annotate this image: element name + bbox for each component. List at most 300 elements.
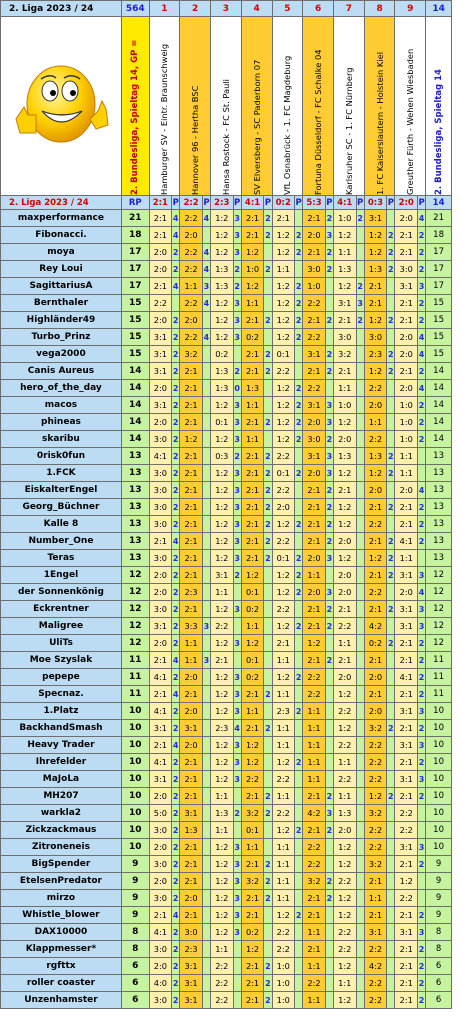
tip-cell: 2:1 xyxy=(180,771,203,788)
player-name: Zickzackmaus xyxy=(1,822,122,839)
tip-points xyxy=(356,584,364,601)
tip-points xyxy=(202,856,210,873)
tip-cell: 1:2 xyxy=(272,295,295,312)
tip-cell: 2:2 xyxy=(303,839,326,856)
tip-cell: 1:3 xyxy=(364,448,387,465)
tip-cell: 2:1 xyxy=(241,975,264,992)
tip-points: 2 xyxy=(387,244,395,261)
tip-cell: 0:2 xyxy=(211,346,234,363)
tip-cell: 2:0 xyxy=(149,380,172,397)
tip-points: 2 xyxy=(172,839,180,856)
tip-points xyxy=(264,431,272,448)
tip-cell: 2:2 xyxy=(333,618,356,635)
tip-points: 2 xyxy=(172,822,180,839)
round-points: 12 xyxy=(121,567,149,584)
tip-points xyxy=(387,992,395,1009)
tip-points: 4 xyxy=(172,227,180,244)
tip-cell: 1:3 xyxy=(180,822,203,839)
tip-cell: 2:2 xyxy=(180,210,203,227)
tip-points xyxy=(417,465,425,482)
tip-points xyxy=(264,278,272,295)
tip-points xyxy=(356,737,364,754)
tip-points xyxy=(387,805,395,822)
tip-cell: 2:1 xyxy=(395,244,418,261)
tip-cell: 2:2 xyxy=(180,244,203,261)
player-name: 1Engel xyxy=(1,567,122,584)
tip-cell: 2:1 xyxy=(241,856,264,873)
total-points-cell: 14 xyxy=(426,363,452,380)
tip-points xyxy=(325,856,333,873)
tip-cell: 2:2 xyxy=(272,805,295,822)
tip-points: 2 xyxy=(325,210,333,227)
tip-points: 2 xyxy=(325,618,333,635)
tip-cell: 2:1 xyxy=(241,550,264,567)
player-name: MH207 xyxy=(1,788,122,805)
round-points: 10 xyxy=(121,737,149,754)
tip-points xyxy=(325,771,333,788)
tip-cell: 1:2 xyxy=(211,873,234,890)
tip-cell: 1:2 xyxy=(211,227,234,244)
tip-cell: 4:1 xyxy=(149,703,172,720)
points-header: P xyxy=(172,197,179,208)
tip-cell: 2:2 xyxy=(364,975,387,992)
tip-cell: 2:2 xyxy=(180,329,203,346)
total-points-cell: 14 xyxy=(426,380,452,397)
tip-points: 2 xyxy=(264,992,272,1009)
round-points: 11 xyxy=(121,669,149,686)
round-points: 13 xyxy=(121,516,149,533)
tip-cell: 2:1 xyxy=(395,941,418,958)
tip-points: 2 xyxy=(172,856,180,873)
tip-points: 3 xyxy=(233,856,241,873)
tip-points xyxy=(356,907,364,924)
player-name: EiskalterEngel xyxy=(1,482,122,499)
tip-points xyxy=(202,958,210,975)
tip-points: 2 xyxy=(387,363,395,380)
player-name: der Sonnenkönig xyxy=(1,584,122,601)
tip-points xyxy=(202,669,210,686)
tip-cell: 3:1 xyxy=(149,363,172,380)
match-number: 2 xyxy=(180,1,211,17)
table-row xyxy=(1,601,452,618)
tip-points xyxy=(264,822,272,839)
tip-points: 2 xyxy=(172,669,180,686)
tip-cell: 1:2 xyxy=(211,907,234,924)
tip-cell: 1:2 xyxy=(241,737,264,754)
tip-points xyxy=(325,567,333,584)
tip-points xyxy=(233,346,241,363)
match-number: 8 xyxy=(364,1,395,17)
tip-cell: 1:2 xyxy=(241,278,264,295)
tip-cell: 2:0 xyxy=(149,567,172,584)
tip-points: 3 xyxy=(417,737,425,754)
table-row xyxy=(1,414,452,431)
tip-cell: 2:2 xyxy=(149,295,172,312)
tip-cell: 1:1 xyxy=(303,992,326,1009)
tip-cell: 2:0 xyxy=(149,312,172,329)
tip-points xyxy=(295,210,303,227)
tip-cell: 3:0 xyxy=(333,329,356,346)
tip-points: 2 xyxy=(356,210,364,227)
total-points-cell: 11 xyxy=(426,652,452,669)
tip-cell: 2:2 xyxy=(333,924,356,941)
tip-cell: 2:2 xyxy=(364,992,387,1009)
tip-cell: 1:1 xyxy=(395,550,418,567)
tip-cell: 1:2 xyxy=(333,839,356,856)
tip-points: 2 xyxy=(417,295,425,312)
tip-cell: 4:2 xyxy=(303,805,326,822)
tip-cell: 2:1 xyxy=(180,533,203,550)
player-rows xyxy=(1,210,452,1009)
tip-points xyxy=(202,516,210,533)
tip-points: 3 xyxy=(325,465,333,482)
tip-cell: 2:1 xyxy=(180,448,203,465)
round-points: 10 xyxy=(121,771,149,788)
tip-cell: 1:1 xyxy=(333,788,356,805)
tip-points xyxy=(387,975,395,992)
tip-cell: 0:1 xyxy=(241,822,264,839)
tip-points xyxy=(387,754,395,771)
total-points-cell: 13 xyxy=(426,482,452,499)
tip-points xyxy=(264,754,272,771)
tip-cell: 2:1 xyxy=(180,754,203,771)
tip-points xyxy=(387,516,395,533)
tip-cell: 1:1 xyxy=(180,635,203,652)
total-points-cell: 11 xyxy=(426,669,452,686)
tip-points: 2 xyxy=(387,261,395,278)
tip-points xyxy=(202,601,210,618)
tip-cell: 2:1 xyxy=(303,363,326,380)
tip-cell: 3:1 xyxy=(149,329,172,346)
tip-points xyxy=(356,873,364,890)
tip-cell: 1:1 xyxy=(180,278,203,295)
tip-cell: 3:1 xyxy=(395,278,418,295)
tip-points xyxy=(356,448,364,465)
tip-points xyxy=(325,754,333,771)
tip-points: 2 xyxy=(233,261,241,278)
tip-cell: 3:0 xyxy=(303,431,326,448)
tip-points: 3 xyxy=(233,499,241,516)
tip-cell: 1:2 xyxy=(211,550,234,567)
tip-cell: 1:2 xyxy=(272,380,295,397)
tip-points xyxy=(264,584,272,601)
tip-points: 2 xyxy=(417,941,425,958)
tip-cell: 3:0 xyxy=(149,941,172,958)
tip-cell: 2:0 xyxy=(149,414,172,431)
tip-cell: 2:1 xyxy=(303,533,326,550)
tip-cell: 1:1 xyxy=(333,380,356,397)
tip-points: 2 xyxy=(295,465,303,482)
tip-cell: 3:2 xyxy=(333,346,356,363)
tip-cell: 3:1 xyxy=(303,346,326,363)
tip-points xyxy=(387,278,395,295)
tip-points xyxy=(264,652,272,669)
tip-points xyxy=(202,499,210,516)
tip-points xyxy=(387,482,395,499)
tip-points xyxy=(325,686,333,703)
tip-cell: 2:0 xyxy=(333,533,356,550)
tip-cell: 3:0 xyxy=(180,924,203,941)
tip-cell: 2:1 xyxy=(180,465,203,482)
tip-points: 2 xyxy=(387,533,395,550)
tip-points xyxy=(325,839,333,856)
tip-cell: 3:1 xyxy=(395,924,418,941)
tip-cell: 3:1 xyxy=(395,567,418,584)
tip-cell: 4:1 xyxy=(149,924,172,941)
tip-points xyxy=(295,856,303,873)
tip-cell: 2:1 xyxy=(149,737,172,754)
tip-cell: 1:1 xyxy=(241,703,264,720)
tip-points xyxy=(356,890,364,907)
tip-points xyxy=(356,533,364,550)
round-points: 13 xyxy=(121,499,149,516)
tip-cell: 1:1 xyxy=(303,720,326,737)
team-pairing xyxy=(211,17,242,196)
total-points: 564 xyxy=(121,1,149,17)
tip-cell: 1:1 xyxy=(272,839,295,856)
tip-cell: 3:3 xyxy=(180,618,203,635)
tip-points xyxy=(295,635,303,652)
tip-cell: 2:1 xyxy=(241,788,264,805)
tip-cell: 2:0 xyxy=(333,669,356,686)
tip-points xyxy=(325,669,333,686)
tip-cell: 2:3 xyxy=(180,941,203,958)
tip-points: 2 xyxy=(172,924,180,941)
tip-points xyxy=(264,329,272,346)
tip-cell: 3:2 xyxy=(364,805,387,822)
round-points: 14 xyxy=(121,380,149,397)
tip-cell: 2:0 xyxy=(333,567,356,584)
tip-cell: 2:1 xyxy=(303,516,326,533)
player-name: Georg_Büchner xyxy=(1,499,122,516)
total-points-cell: 13 xyxy=(426,516,452,533)
tip-points: 3 xyxy=(233,550,241,567)
tip-points xyxy=(264,380,272,397)
tip-points: 2 xyxy=(387,312,395,329)
tip-points xyxy=(264,924,272,941)
team-pairing xyxy=(241,17,272,196)
round-points: 15 xyxy=(121,329,149,346)
player-name: Unzenhamster xyxy=(1,992,122,1009)
tip-points: 3 xyxy=(233,397,241,414)
tip-cell: 2:0 xyxy=(149,873,172,890)
tip-cell: 1:1 xyxy=(241,839,264,856)
tip-points: 2 xyxy=(172,958,180,975)
match-number: 9 xyxy=(395,1,426,17)
tip-points xyxy=(387,295,395,312)
tip-points: 2 xyxy=(172,499,180,516)
tip-points: 3 xyxy=(233,244,241,261)
tip-cell: 1:2 xyxy=(241,244,264,261)
tip-cell: 2:3 xyxy=(211,720,234,737)
tip-points: 2 xyxy=(295,278,303,295)
tip-cell: 2:2 xyxy=(364,822,387,839)
tip-points: 2 xyxy=(172,635,180,652)
player-name: Whistle_blower xyxy=(1,907,122,924)
match-result: 5:3 xyxy=(303,196,326,210)
tip-cell: 2:0 xyxy=(149,839,172,856)
tip-points: 2 xyxy=(417,312,425,329)
tip-points xyxy=(202,873,210,890)
tip-points: 2 xyxy=(264,227,272,244)
tip-points xyxy=(295,261,303,278)
tip-cell: 2:1 xyxy=(395,958,418,975)
tip-cell: 2:0 xyxy=(303,465,326,482)
tip-points: 2 xyxy=(325,346,333,363)
player-name: Highländer49 xyxy=(1,312,122,329)
tip-cell: 2:0 xyxy=(180,890,203,907)
tip-points: 3 xyxy=(233,635,241,652)
table-row xyxy=(1,499,452,516)
points-header: P xyxy=(387,197,394,208)
total-points-cell: 15 xyxy=(426,312,452,329)
tip-cell: 1:3 xyxy=(364,261,387,278)
tip-points: 3 xyxy=(233,227,241,244)
tip-cell: 2:0 xyxy=(364,397,387,414)
tip-cell: 1:1 xyxy=(241,295,264,312)
gameday-label-cell xyxy=(426,17,452,196)
tip-points: 2 xyxy=(233,805,241,822)
tip-points xyxy=(233,975,241,992)
tip-cell: 2:1 xyxy=(149,652,172,669)
tip-points: 2 xyxy=(233,363,241,380)
tip-points xyxy=(356,346,364,363)
total-points-cell: 12 xyxy=(426,601,452,618)
total-points-cell: 11 xyxy=(426,686,452,703)
tip-cell: 2:1 xyxy=(303,601,326,618)
points-header: P xyxy=(295,197,302,208)
tip-points: 2 xyxy=(295,329,303,346)
total-points-cell: 15 xyxy=(426,329,452,346)
tip-points: 3 xyxy=(325,227,333,244)
tip-cell: 1:2 xyxy=(241,754,264,771)
tip-cell: 2:2 xyxy=(241,771,264,788)
tip-cell: 1:2 xyxy=(333,414,356,431)
match-result: 0:3 xyxy=(364,196,387,210)
total-points-cell: 15 xyxy=(426,346,452,363)
tip-cell: 3:1 xyxy=(364,210,387,227)
tip-points: 2 xyxy=(325,363,333,380)
match-number: 5 xyxy=(272,1,303,17)
tip-cell: 3:0 xyxy=(149,499,172,516)
tip-cell: 1:2 xyxy=(211,312,234,329)
tip-points: 2 xyxy=(325,788,333,805)
tip-cell: 1:2 xyxy=(272,516,295,533)
tip-points: 2 xyxy=(295,669,303,686)
points-header: P xyxy=(234,197,241,208)
tip-cell: 2:0 xyxy=(149,584,172,601)
tip-points: 3 xyxy=(233,329,241,346)
tip-cell: 2:1 xyxy=(180,567,203,584)
tip-points xyxy=(387,839,395,856)
player-name: Klappmesser* xyxy=(1,941,122,958)
table-row xyxy=(1,448,452,465)
tip-points: 3 xyxy=(325,414,333,431)
table-row xyxy=(1,210,452,227)
tip-cell: 1:2 xyxy=(211,295,234,312)
tip-points: 2 xyxy=(325,499,333,516)
tip-cell: 0:1 xyxy=(272,346,295,363)
player-name: Specnaz. xyxy=(1,686,122,703)
tip-points: 2 xyxy=(264,856,272,873)
round-points: 14 xyxy=(121,414,149,431)
tip-cell: 1:2 xyxy=(272,278,295,295)
tip-cell: 3:0 xyxy=(149,856,172,873)
tip-cell: 3:1 xyxy=(395,771,418,788)
tip-points xyxy=(356,805,364,822)
tip-cell: 3:1 xyxy=(149,618,172,635)
tip-cell: 2:1 xyxy=(180,516,203,533)
tip-cell: 1:2 xyxy=(395,873,418,890)
table-row xyxy=(1,652,452,669)
player-name: Moe Szyslak xyxy=(1,652,122,669)
tip-points: 2 xyxy=(172,448,180,465)
tip-points: 2 xyxy=(264,210,272,227)
tip-points xyxy=(295,890,303,907)
player-name: 1.FCK xyxy=(1,465,122,482)
tip-cell: 1:1 xyxy=(272,720,295,737)
tip-cell: 1:2 xyxy=(211,601,234,618)
tip-points: 4 xyxy=(202,261,210,278)
table-row xyxy=(1,261,452,278)
tip-points xyxy=(356,499,364,516)
tip-points: 2 xyxy=(325,873,333,890)
tip-cell: 2:1 xyxy=(241,499,264,516)
tip-points: 4 xyxy=(172,686,180,703)
tip-cell: 2:1 xyxy=(395,635,418,652)
gp-label-cell xyxy=(121,17,149,196)
tip-cell: 1:0 xyxy=(395,414,418,431)
tip-cell: 2:1 xyxy=(241,890,264,907)
total-points-cell: 12 xyxy=(426,635,452,652)
tip-points xyxy=(295,737,303,754)
tip-points: 3 xyxy=(233,907,241,924)
tip-points xyxy=(202,754,210,771)
tip-points: 2 xyxy=(387,346,395,363)
player-name: Fibonacci. xyxy=(1,227,122,244)
player-name: Zitroneneis xyxy=(1,839,122,856)
tip-cell: 2:0 xyxy=(395,482,418,499)
round-points: 9 xyxy=(121,856,149,873)
team-pairing-label: Karlsruher SC - 1. FC Nürnberg xyxy=(343,67,354,195)
team-header-row xyxy=(1,17,452,196)
tip-points: 2 xyxy=(417,397,425,414)
tip-points: 2 xyxy=(172,873,180,890)
round-points: 12 xyxy=(121,584,149,601)
tip-cell: 1:2 xyxy=(272,567,295,584)
tip-cell: 3:2 xyxy=(364,856,387,873)
tip-cell: 3:1 xyxy=(149,720,172,737)
total-points-cell: 9 xyxy=(426,907,452,924)
tip-points: 2 xyxy=(172,618,180,635)
tip-cell: 2:0 xyxy=(303,584,326,601)
tip-points xyxy=(387,618,395,635)
tip-points: 4 xyxy=(202,244,210,261)
round-points: 9 xyxy=(121,873,149,890)
tip-cell: 2:1 xyxy=(180,550,203,567)
tip-points: 2 xyxy=(264,975,272,992)
tip-points: 4 xyxy=(417,482,425,499)
tip-points xyxy=(233,822,241,839)
tip-cell: 1:1 xyxy=(241,397,264,414)
total-points-cell: 6 xyxy=(426,958,452,975)
tip-cell: 3:1 xyxy=(149,346,172,363)
tip-cell: 1:0 xyxy=(333,210,356,227)
tip-points: 3 xyxy=(233,210,241,227)
tip-points xyxy=(202,737,210,754)
tip-points xyxy=(202,482,210,499)
tip-points xyxy=(356,958,364,975)
